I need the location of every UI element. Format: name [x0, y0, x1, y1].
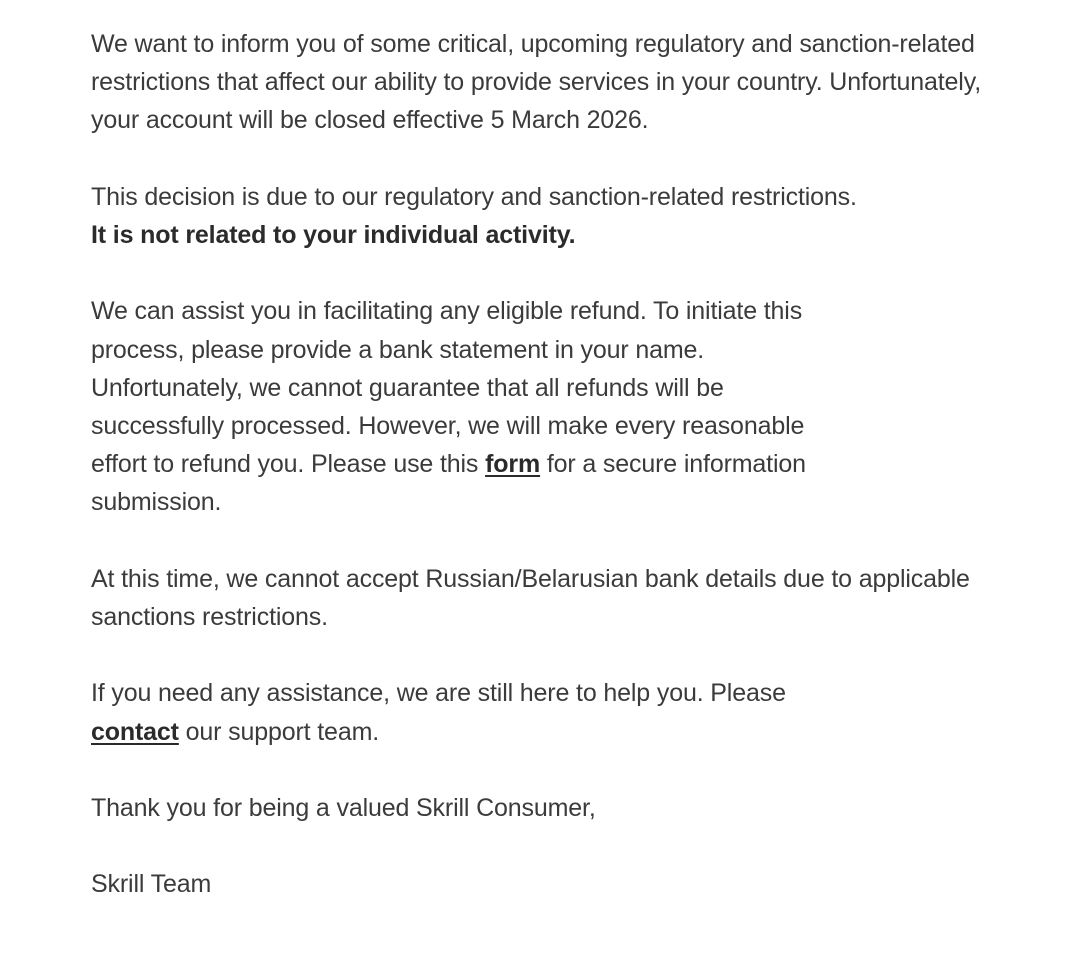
closing-text: Thank you for being a valued Skrill Consumer, — [91, 793, 596, 822]
not-individual-activity-notice: It is not related to your individual activity. — [91, 221, 576, 249]
refund-text-line-3: Unfortunately, we cannot guarantee that all refunds will be — [91, 373, 724, 402]
signature-text: Skrill Team — [91, 870, 212, 899]
paragraph-decision-reason — [91, 178, 991, 254]
refund-text-line-5: effort to refund you. Please use this — [91, 450, 486, 479]
support-text-after-link: our support team. — [178, 717, 380, 746]
paragraph-refund — [91, 292, 991, 521]
paragraph-account-closure — [91, 25, 991, 140]
refund-text-line-2: process, please provide a bank statement in your name. — [91, 335, 705, 364]
account-closure-text: We want to inform you of some critical, upcoming regulatory and sanction-related restrictions that affect our ability to provide services in your country. Unfortunately, your account will be closed effective 5 March 2026. — [91, 30, 981, 135]
paragraph-support — [91, 674, 991, 750]
email-body — [91, 25, 991, 904]
refund-text-after-link: for a secure information — [540, 450, 806, 479]
refund-text-line-6: submission. — [91, 488, 222, 517]
support-text: If you need any assistance, we are still here to help you. Please — [91, 679, 786, 708]
form-link[interactable]: form — [485, 450, 541, 479]
refund-text-line-1: We can assist you in facilitating any eligible refund. To initiate this — [91, 297, 803, 326]
refund-text-line-4: successfully processed. However, we will make every reasonable — [91, 412, 805, 440]
paragraph-sanctions-bank-details — [91, 560, 991, 636]
sanctions-bank-details-text: At this time, we cannot accept Russian/Belarusian bank details due to applicable sanctions restrictions. — [91, 564, 970, 631]
contact-link[interactable]: contact — [91, 717, 179, 746]
decision-reason-text: This decision is due to our regulatory and sanction-related restrictions. — [91, 182, 857, 211]
paragraph-closing — [91, 789, 991, 827]
paragraph-signature — [91, 865, 991, 903]
